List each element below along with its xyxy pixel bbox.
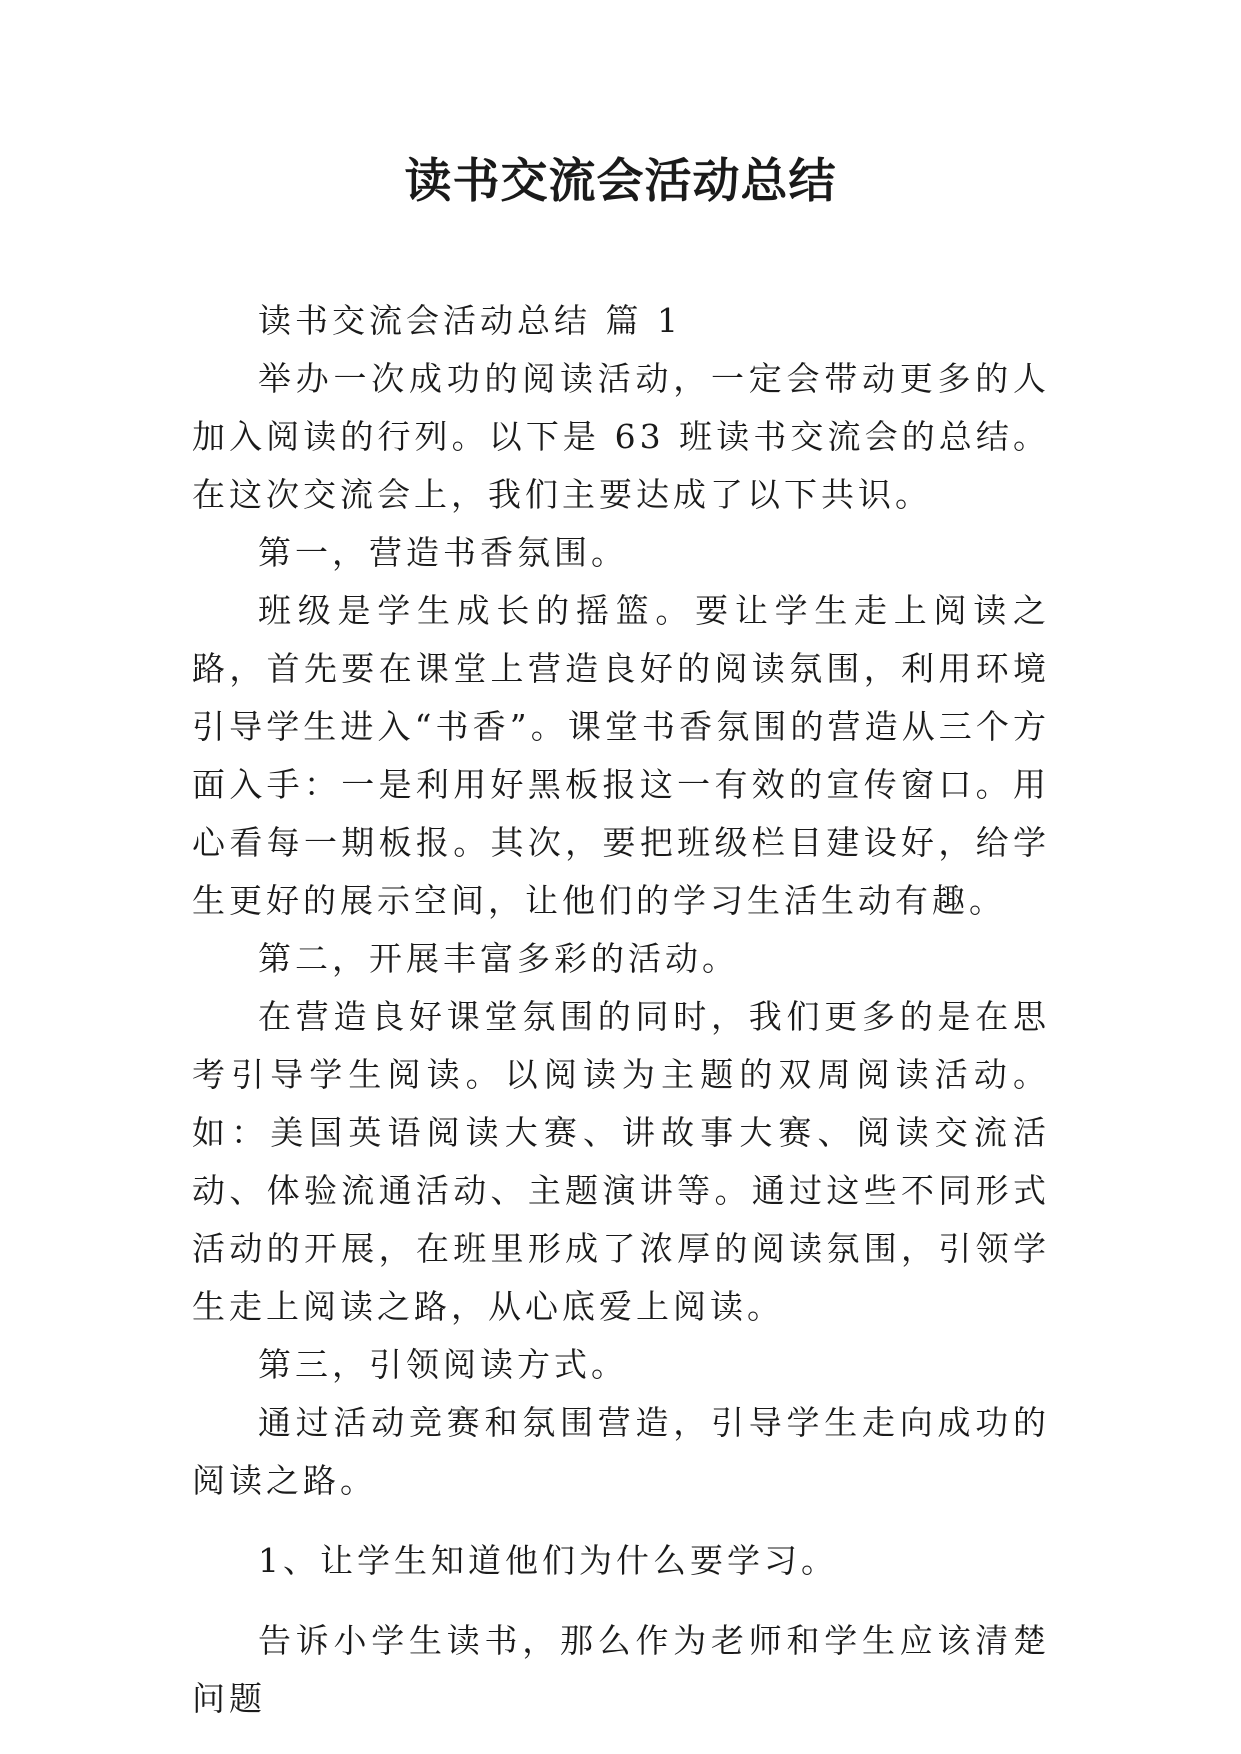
- document-body: [192, 292, 1050, 1728]
- point-heading-1: 第一，营造书香氛围。: [258, 533, 628, 572]
- numbered-item-1: 1、让学生知道他们为什么要学习。: [258, 1541, 838, 1580]
- point-heading-3: 第三，引领阅读方式。: [258, 1345, 628, 1384]
- document-title: 读书交流会活动总结: [404, 154, 837, 209]
- paragraph: 通过活动竞赛和氛围营造，引导学生走向成功的阅读之路。: [192, 1403, 1050, 1500]
- paragraph: 班级是学生成长的摇篮。要让学生走上阅读之路，首先要在课堂上营造良好的阅读氛围，利用环境引导学生进入“书香”。课堂书香氛围的营造从三个方面入手：一是利用好黑板报这一有效的宣传窗口。用心看每一期板报。其次，要把班级栏目建设好，给学生更好的展示空间，让他们的学习生活生动有趣。: [192, 591, 1050, 920]
- paragraph: 在营造良好课堂氛围的同时，我们更多的是在思考引导学生阅读。以阅读为主题的双周阅读活动。如：美国英语阅读大赛、讲故事大赛、阅读交流活动、体验流通活动、主题演讲等。通过这些不同形式活动的开展，在班里形成了浓厚的阅读氛围，引领学生走上阅读之路，从心底爱上阅读。: [192, 997, 1050, 1326]
- point-heading-2: 第二，开展丰富多彩的活动。: [258, 939, 739, 978]
- paragraph: 告诉小学生读书，那么作为老师和学生应该清楚问题: [192, 1621, 1050, 1718]
- paragraph: 举办一次成功的阅读活动，一定会带动更多的人加入阅读的行列。以下是 63 班读书交流会的总结。在这次交流会上，我们主要达成了以下共识。: [192, 359, 1050, 514]
- section-heading: 读书交流会活动总结 篇 1: [258, 301, 682, 340]
